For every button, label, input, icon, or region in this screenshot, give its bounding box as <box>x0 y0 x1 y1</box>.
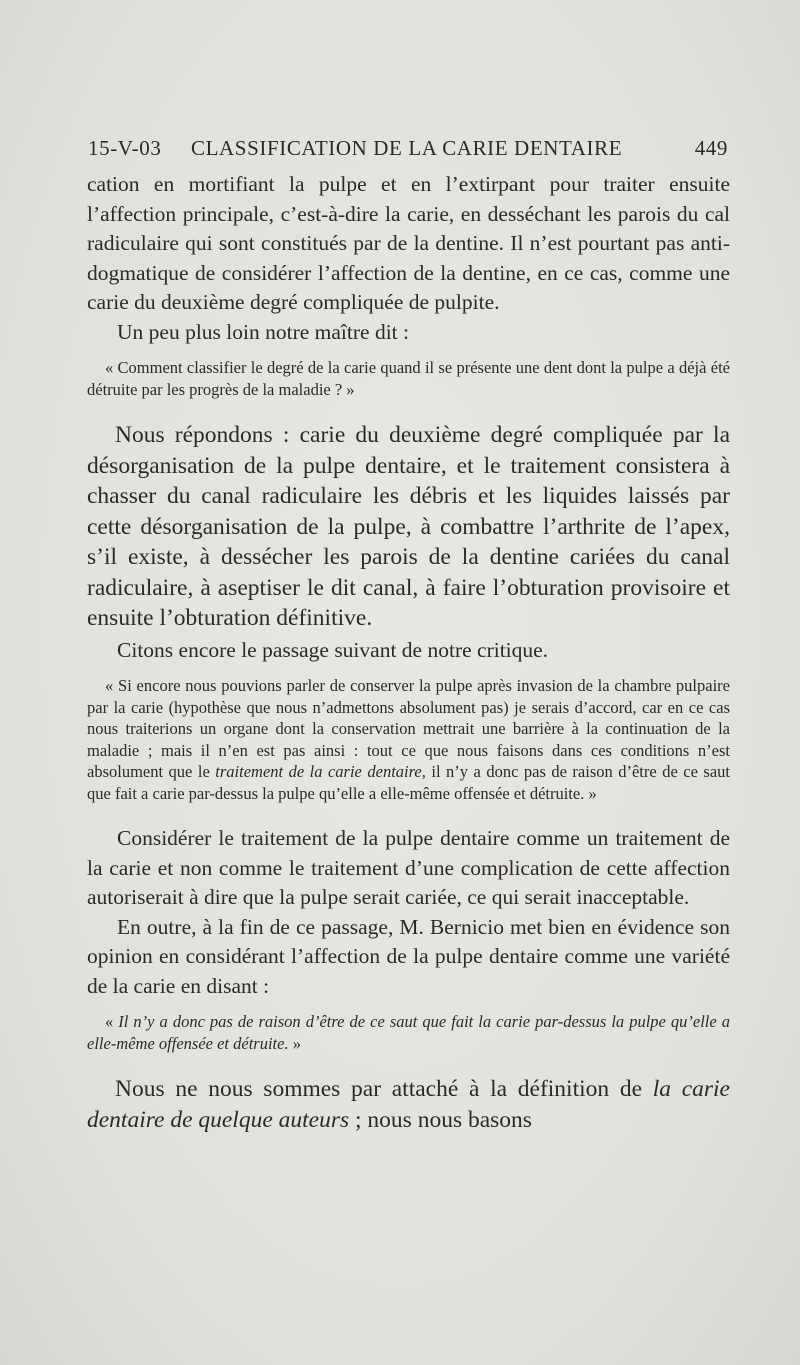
quote-3 <box>87 1011 730 1054</box>
paragraph-3-text: Nous répondons : carie du deuxième degré compliquée par la désorganisation de la pulpe dentaire, et le traitement consistera à chasser du canal radiculaire les débris et les liquides laissés par cette désorganisation de la pulpe, à combattre l’arthrite de l’apex, s’il existe, à dessécher les parois de la dentine cariées du canal radiculaire, à aseptiser le dit canal, à faire l’obturation provisoire et ensuite l’obturation définitive. <box>87 422 730 631</box>
quote-2 <box>87 675 730 804</box>
paragraph-7-emphasis: la carie dentaire de quelque auteurs <box>87 1076 730 1133</box>
header-signature: 15-V-03 <box>88 136 162 160</box>
running-header <box>88 136 728 170</box>
paragraph-4-text: Citons encore le passage suivant de notre critique. <box>117 637 549 662</box>
quote-2-emphasis: traitement de la carie dentaire <box>215 762 422 781</box>
paragraph-6 <box>87 913 730 1002</box>
paragraph-7-text-c: ; nous nous basons <box>349 1106 532 1133</box>
quote-2-text-a: « Si encore nous pouvions parler de conserver la pulpe après invasion de la chambre pulpaire par la carie (hypothèse que nous n’admettons absolument pas) je serais d’accord, car en ce cas nous traiterions un organe dont la conservation mettrait une barrière à la continuation de la maladie ; mais il n’en est pas ainsi : tout ce que nous faisons dans ces conditions n’est absolument que le <box>87 676 730 781</box>
quote-2-text-c: , il n’y a donc pas de raison d’être de ce saut que fait a carie par-dessus la pulpe qu’elle a elle-même offensée et détruite. » <box>87 762 730 803</box>
page-number: 449 <box>694 136 728 160</box>
quote-1 <box>87 357 730 400</box>
paragraph-2 <box>87 318 730 348</box>
quote-3-close: » <box>288 1033 301 1053</box>
quote-1-text: « Comment classifier le degré de la carie quand il se présente une dent dont la pulpe a déjà été détruite par les progrès de la maladie ? » <box>87 358 730 399</box>
paragraph-7 <box>87 1074 730 1135</box>
quote-3-text: Il n’y a donc pas de raison d’être de ce saut que fait la carie par-dessus la pulpe qu’elle a elle-même offensée et détruite. <box>87 1012 730 1053</box>
body-text <box>87 170 730 1135</box>
paragraph-5 <box>87 824 730 913</box>
paragraph-2-text: Un peu plus loin notre maître dit : <box>117 319 409 344</box>
paragraph-3 <box>87 420 730 634</box>
quote-3-open: « <box>105 1012 119 1031</box>
paragraph-5-text: Considérer le traitement de la pulpe dentaire comme un traitement de la carie et non comme le traitement d’une complication de cette affection autoriserait à dire que la pulpe serait cariée, ce qui serait inacceptable. <box>87 826 730 909</box>
paragraph-7-text-a: Nous ne nous sommes par attaché à la définition de <box>115 1076 653 1102</box>
paragraph-6-text: En outre, à la fin de ce passage, M. Bernicio met bien en évidence son opinion en considérant l’affection de la pulpe dentaire comme une variété de la carie en disant : <box>87 914 730 998</box>
paragraph-1: cation en mortifiant la pulpe et en l’extirpant pour traiter ensuite l’affection principale, c’est-à-dire la carie, en desséchant les parois du cal radiculaire qui sont constitués par de la dentine. Il n’est pourtant pas anti-dogmatique de considérer l’affection de la dentine, en ce cas, comme une carie du deuxième degré compliquée de pulpite. <box>87 172 730 314</box>
paragraph-4 <box>87 636 730 666</box>
header-title: CLASSIFICATION DE LA CARIE DENTAIRE <box>191 136 623 160</box>
